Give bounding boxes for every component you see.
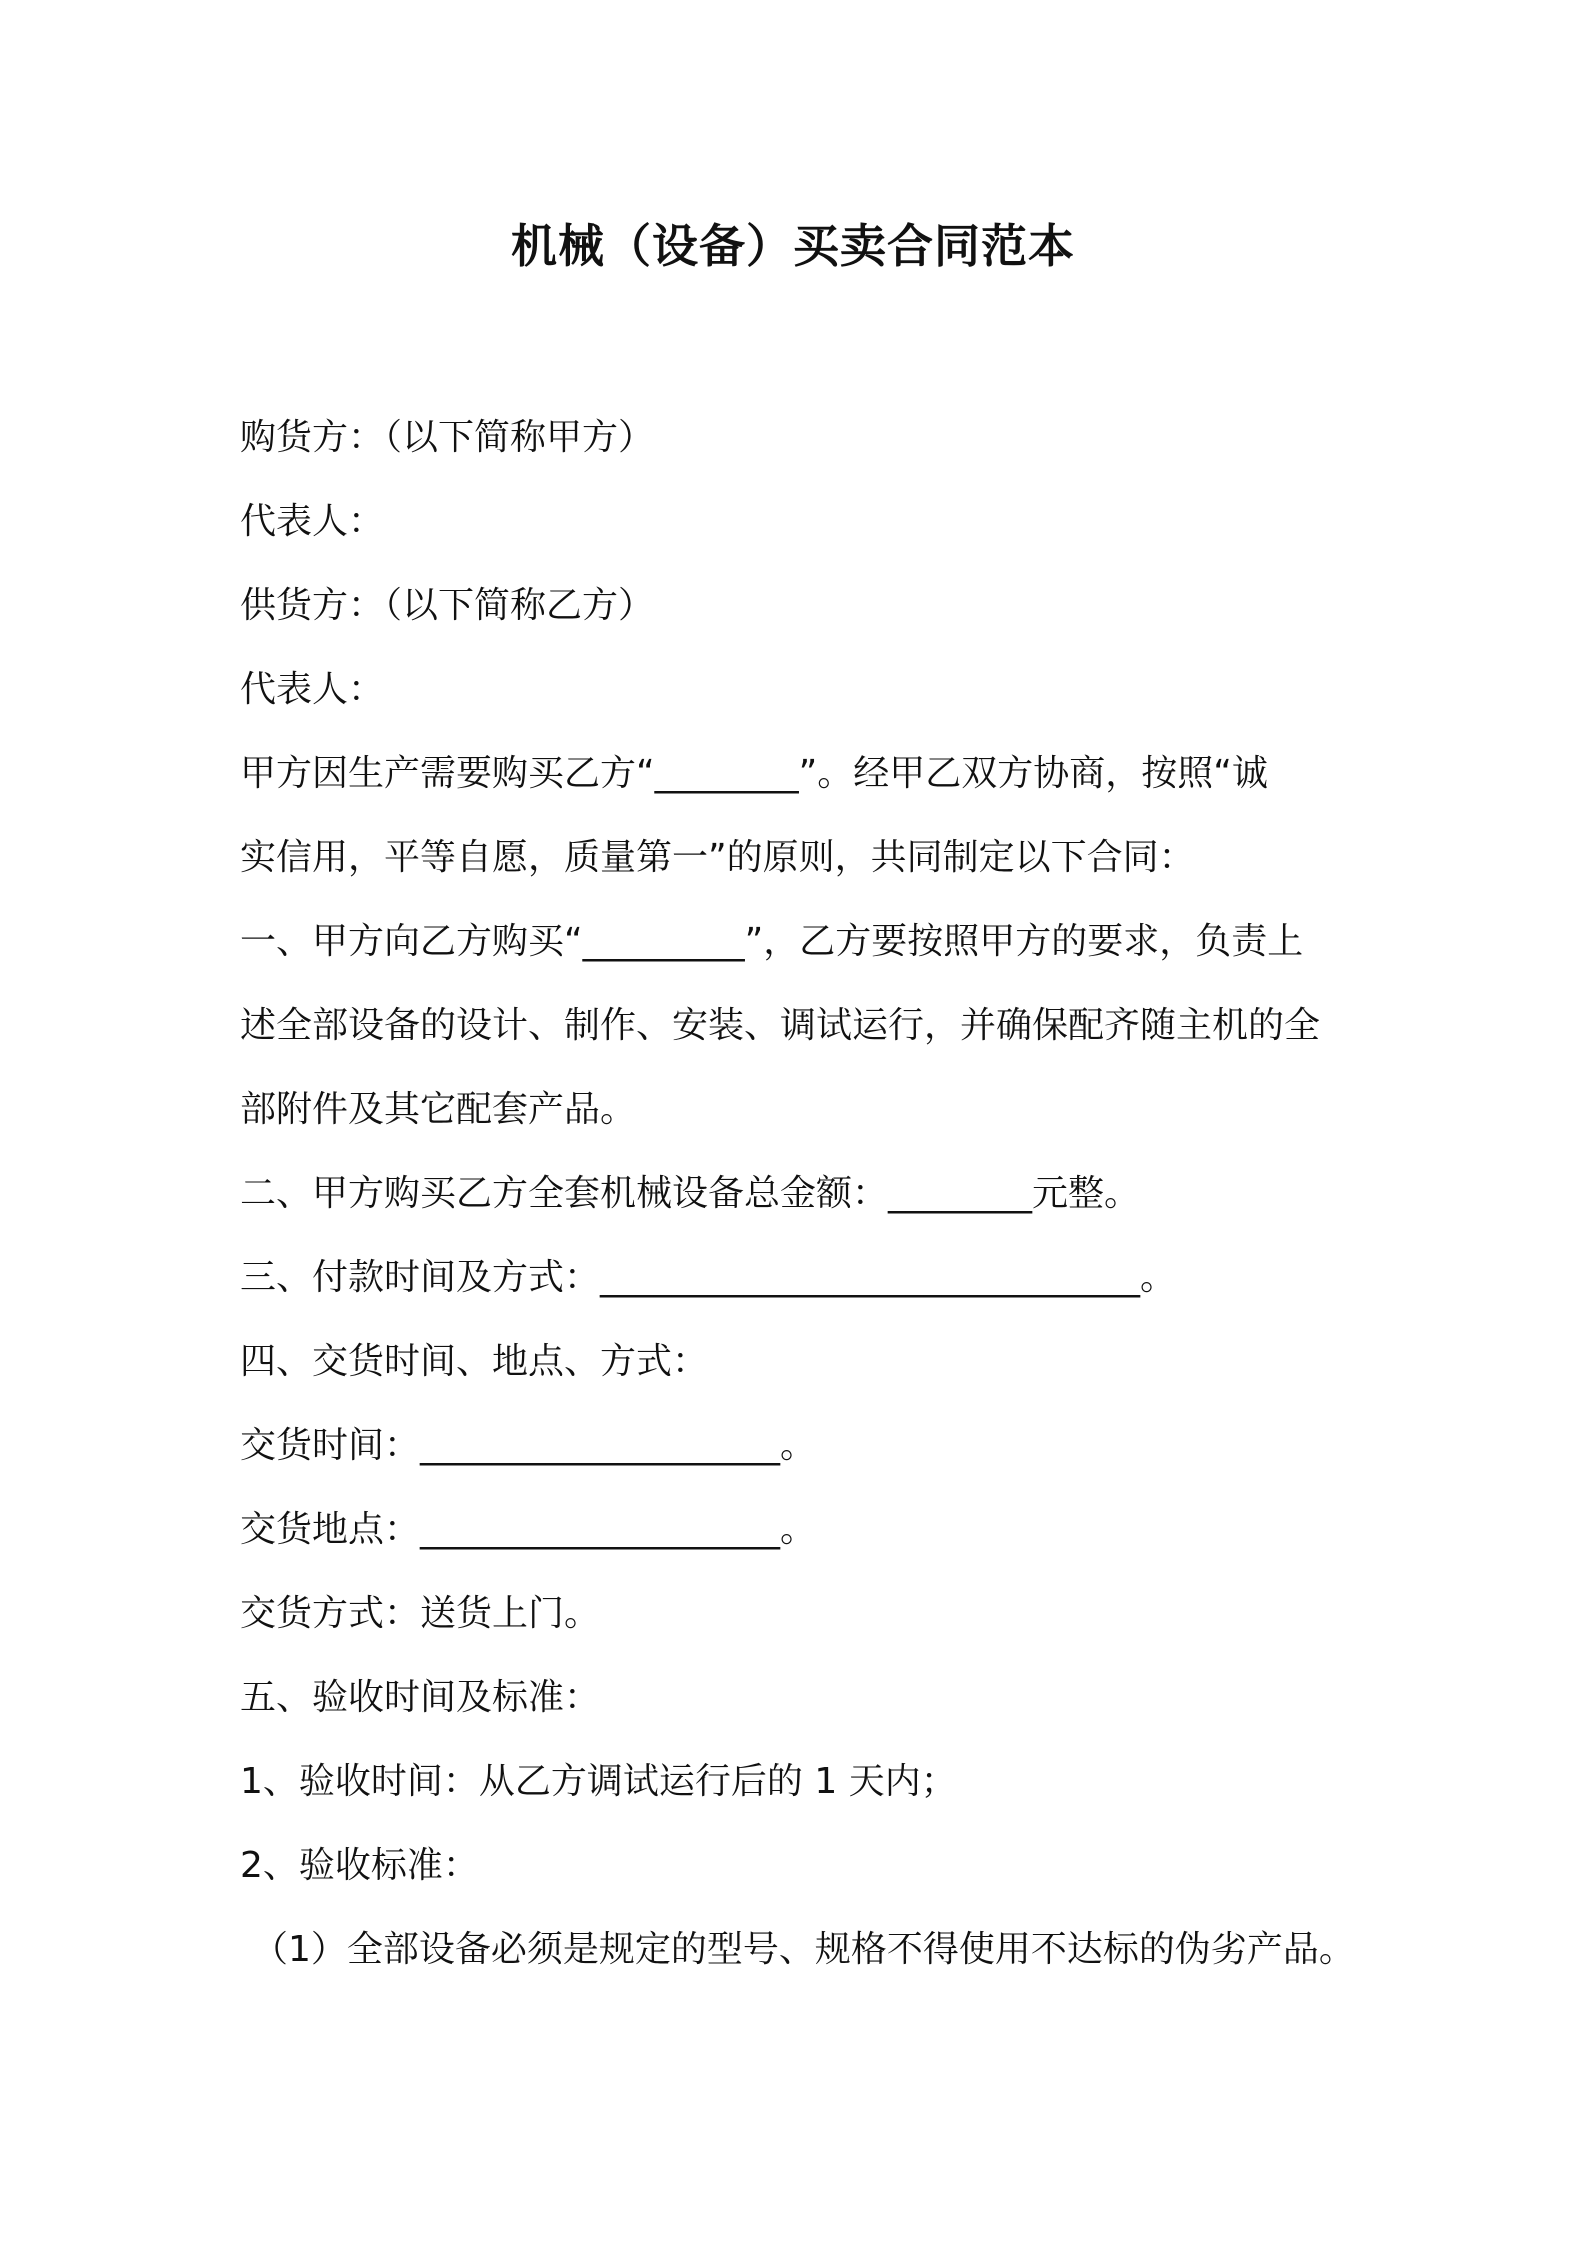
buyer-representative-line: 代表人： <box>240 501 385 542</box>
document-title: 机械（设备）买卖合同范本 <box>511 219 1075 273</box>
delivery-method-line: 交货方式：送货上门。 <box>240 1593 601 1634</box>
clause-2-total-amount: 二、甲方购买乙方全套机械设备总金额：________元整。 <box>240 1173 1141 1214</box>
clause-1-line-2: 述全部设备的设计、制作、安装、调试运行，并确保配齐随主机的全 <box>240 1005 1321 1046</box>
clause-5-heading: 五、验收时间及标准： <box>240 1677 601 1718</box>
clause-4-heading: 四、交货时间、地点、方式： <box>240 1341 709 1382</box>
preamble-line-2: 实信用，平等自愿，质量第一”的原则，共同制定以下合同： <box>240 837 1195 878</box>
preamble-line-1: 甲方因生产需要购买乙方“________”。经甲乙双方协商，按照“诚 <box>240 753 1268 794</box>
acceptance-standard-item-1: （1）全部设备必须是规定的型号、规格不得使用不达标的伪劣产品。 <box>252 1929 1355 1970</box>
supplier-line: 供货方：（以下简称乙方） <box>240 585 655 626</box>
buyer-line: 购货方：（以下简称甲方） <box>240 417 655 458</box>
clause-1-line-1: 一、甲方向乙方购买“_________”，乙方要按照甲方的要求，负责上 <box>240 921 1304 962</box>
acceptance-time-line: 1、验收时间：从乙方调试运行后的 1 天内； <box>240 1761 957 1802</box>
acceptance-standard-line: 2、验收标准： <box>240 1845 479 1886</box>
delivery-time-line: 交货时间：____________________。 <box>240 1425 817 1466</box>
delivery-place-line: 交货地点：____________________。 <box>240 1509 817 1550</box>
supplier-representative-line: 代表人： <box>240 669 385 710</box>
clause-3-payment: 三、付款时间及方式：______________________________。 <box>240 1257 1177 1298</box>
clause-1-line-3: 部附件及其它配套产品。 <box>240 1089 637 1130</box>
